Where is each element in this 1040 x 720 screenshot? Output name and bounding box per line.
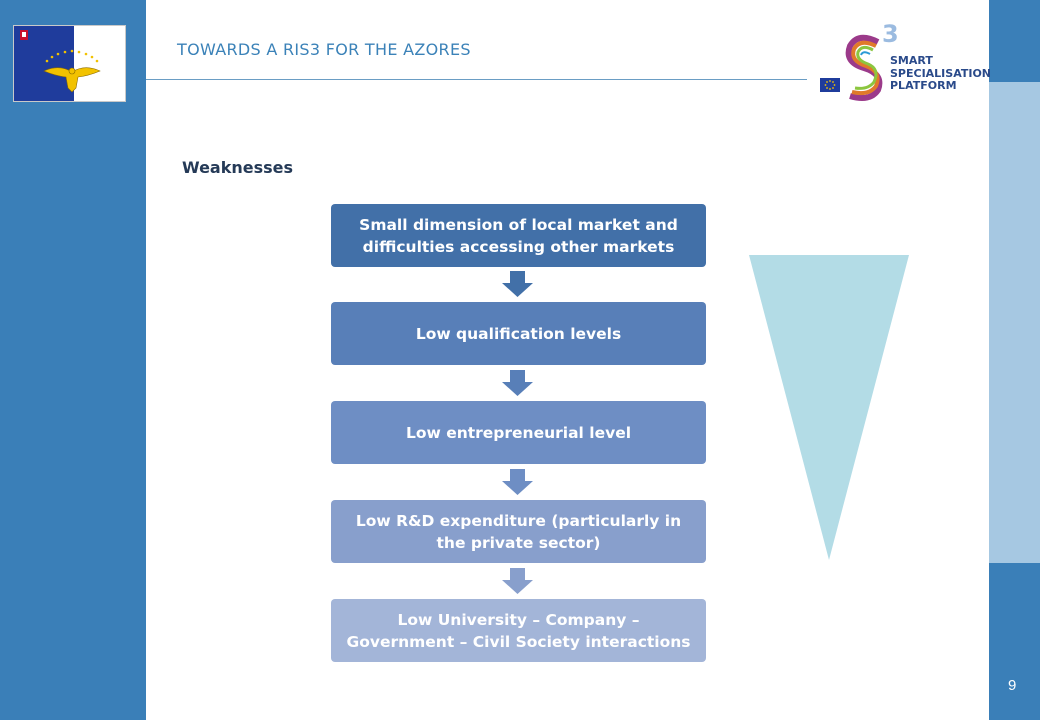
logo-number: 3 xyxy=(882,22,899,48)
side-accent-bar xyxy=(989,82,1040,563)
weakness-box-market: Small dimension of local market and difficulties accessing other markets xyxy=(331,204,706,267)
funnel-triangle xyxy=(749,255,909,560)
weakness-box-rnd: Low R&D expenditure (particularly in the private sector) xyxy=(331,500,706,563)
logo-wordmark: SMART SPECIALISATION PLATFORM xyxy=(890,54,992,92)
weakness-box-qualification: Low qualification levels xyxy=(331,302,706,365)
down-arrow-icon xyxy=(502,469,533,495)
weakness-box-interactions: Low University – Company – Government – Civil Society interactions xyxy=(331,599,706,662)
page-number: 9 xyxy=(1008,677,1017,694)
down-arrow-icon xyxy=(502,568,533,594)
page-title: TOWARDS A RIS3 FOR THE AZORES xyxy=(177,40,471,59)
azores-flag-icon xyxy=(13,25,126,102)
weakness-box-entrepreneurial: Low entrepreneurial level xyxy=(331,401,706,464)
title-divider xyxy=(146,79,807,80)
section-heading: Weaknesses xyxy=(182,158,294,177)
down-arrow-icon xyxy=(502,370,533,396)
down-arrow-icon xyxy=(502,271,533,297)
